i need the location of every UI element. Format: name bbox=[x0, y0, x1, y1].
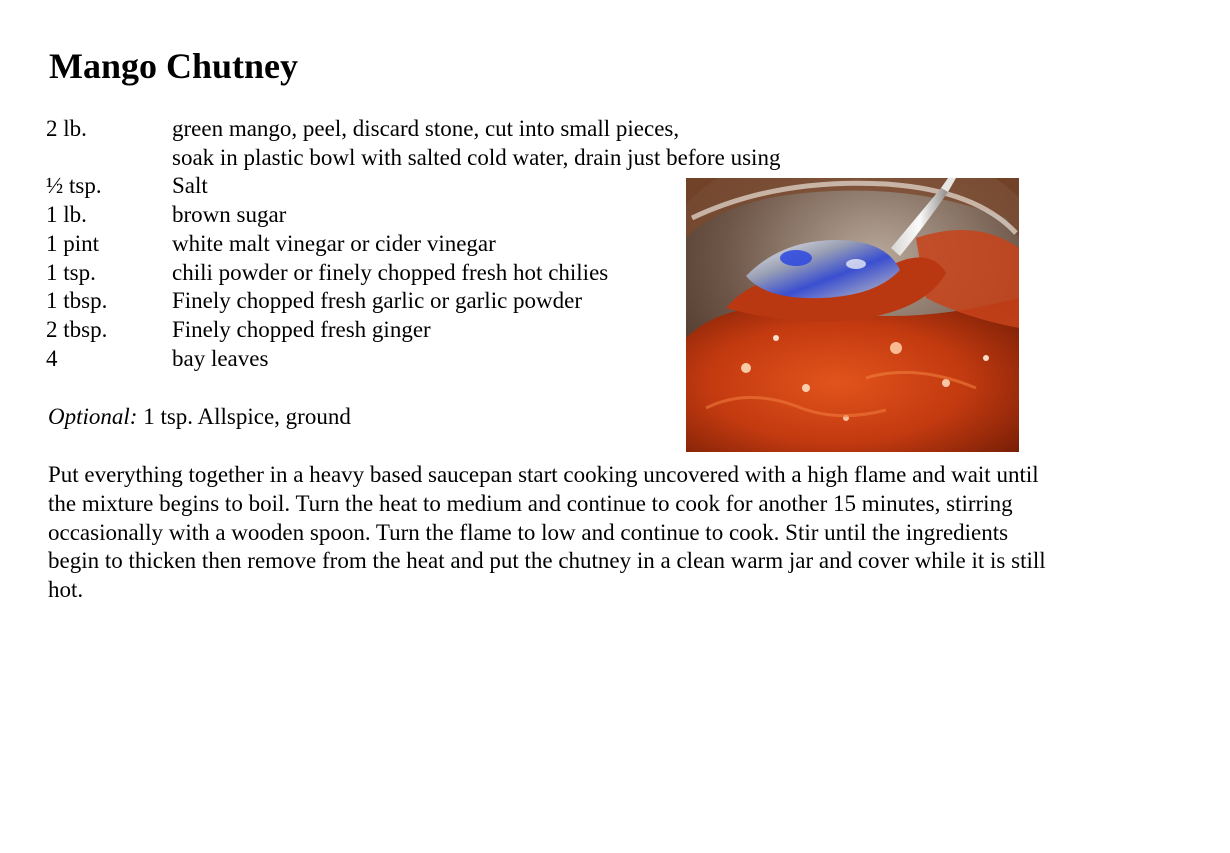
ingredient-row bbox=[46, 172, 706, 201]
optional-ingredient bbox=[48, 403, 351, 431]
ingredient-row bbox=[46, 316, 706, 345]
chutney-photo-drawing bbox=[686, 178, 1019, 452]
ingredient-quantity: 1 lb. bbox=[46, 202, 87, 228]
ingredient-quantity: 2 tbsp. bbox=[46, 316, 108, 342]
ingredient-row bbox=[46, 115, 706, 144]
ingredient-row bbox=[46, 345, 706, 374]
ingredient-item: chili powder or finely chopped fresh hot chilies bbox=[172, 259, 609, 285]
ingredient-quantity: 1 pint bbox=[46, 230, 100, 256]
ingredient-quantity: 2 lb. bbox=[46, 116, 87, 141]
ingredient-row bbox=[46, 259, 706, 288]
ingredient-item: Finely chopped fresh garlic or garlic powder bbox=[172, 288, 583, 314]
ingredient-item: green mango, peel, discard stone, cut into small pieces, bbox=[172, 116, 680, 141]
ingredient-row bbox=[46, 230, 706, 259]
optional-label: Optional: bbox=[48, 404, 138, 429]
chutney-photo bbox=[686, 178, 1019, 452]
ingredient-quantity: 4 bbox=[46, 345, 58, 371]
ingredient-quantity: ½ tsp. bbox=[46, 173, 102, 199]
ingredient-row bbox=[46, 144, 781, 173]
ingredient-quantity bbox=[46, 144, 172, 173]
ingredient-quantity: 1 tbsp. bbox=[46, 288, 108, 314]
ingredient-item: Salt bbox=[172, 173, 208, 199]
ingredient-list bbox=[46, 115, 781, 373]
recipe-instructions: Put everything together in a heavy based saucepan start cooking uncovered with a high flame and wait until the mixture begins to boil. Turn the heat to medium and continue to cook for another 15 minutes, stirring occasionally with a wooden spoon. Turn the flame to low and continue to cook. Stir until the ingredients begin to thicken then remove from the heat and put the chutney in a clean warm jar and cover while it is still hot. bbox=[48, 462, 1046, 603]
ingredient-item: white malt vinegar or cider vinegar bbox=[172, 230, 496, 256]
ingredient-item: brown sugar bbox=[172, 202, 287, 228]
ingredient-item: bay leaves bbox=[172, 345, 269, 371]
ingredient-item: Finely chopped fresh ginger bbox=[172, 316, 431, 342]
ingredient-item: soak in plastic bowl with salted cold water, drain just before using bbox=[172, 144, 781, 170]
recipe-title: Mango Chutney bbox=[49, 46, 299, 86]
optional-text: 1 tsp. Allspice, ground bbox=[137, 404, 351, 429]
ingredient-row bbox=[46, 287, 706, 316]
ingredient-quantity: 1 tsp. bbox=[46, 259, 96, 285]
ingredient-row bbox=[46, 201, 706, 230]
